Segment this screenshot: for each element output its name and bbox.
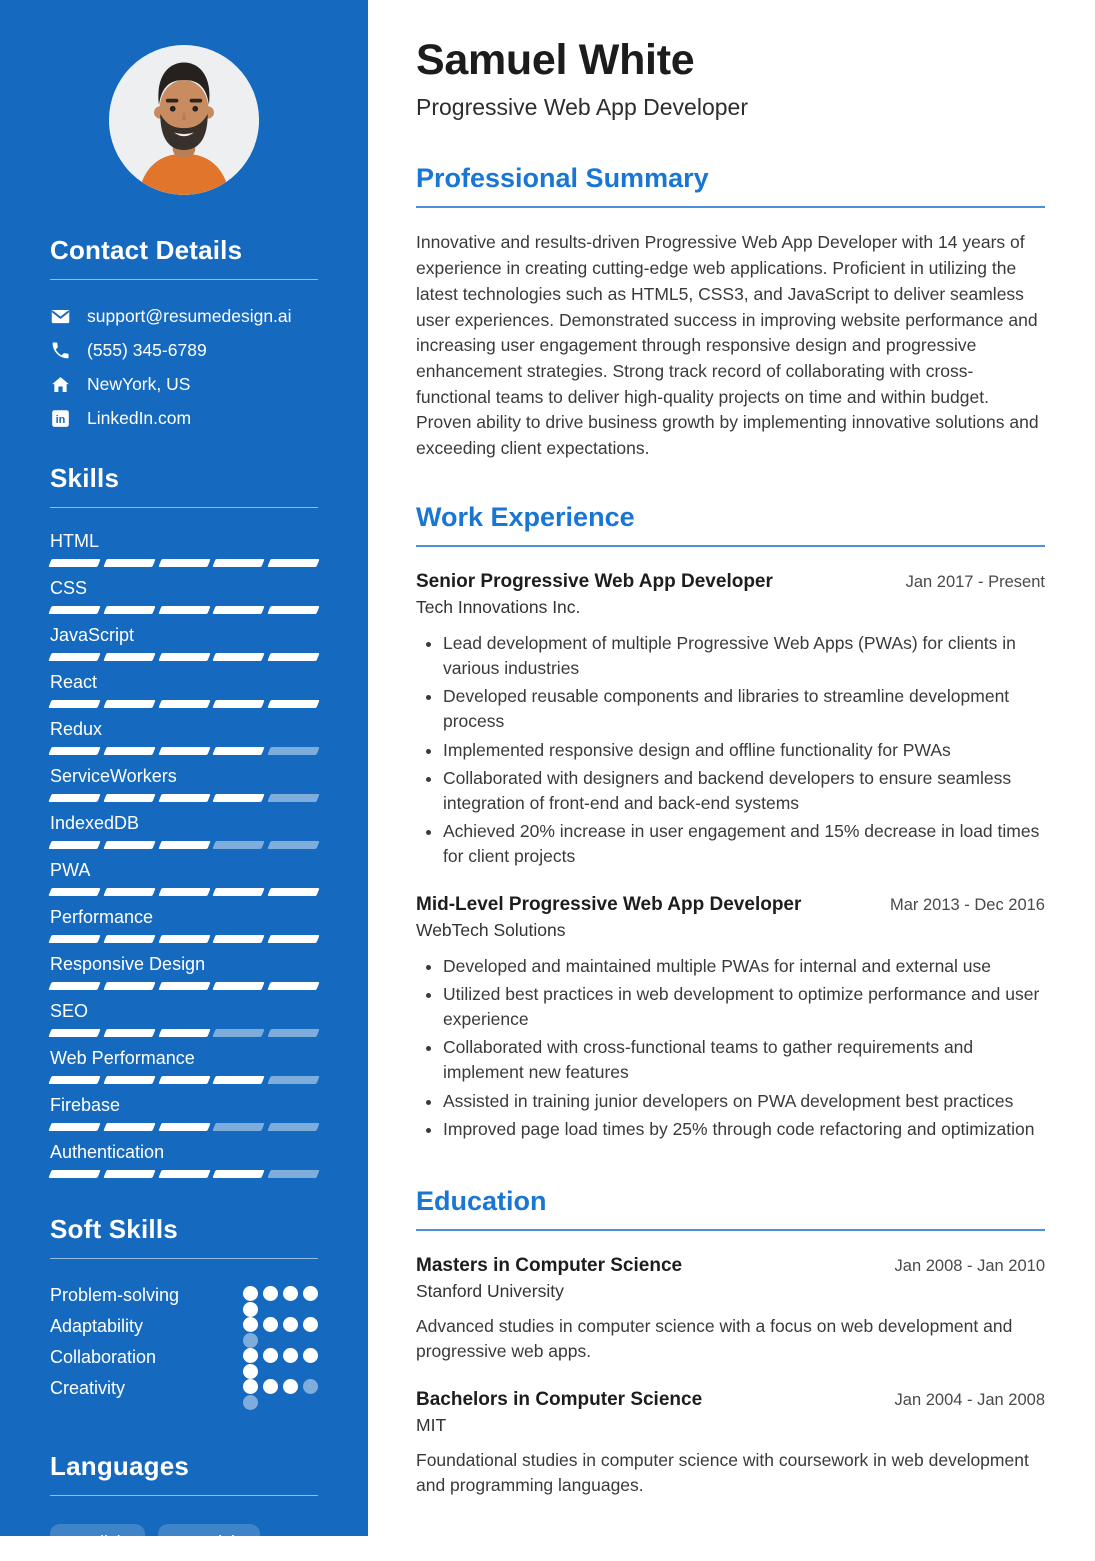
skill-bar-segment [268, 1029, 320, 1037]
rating-dot [243, 1395, 258, 1410]
skill-bar-segment [213, 1029, 265, 1037]
summary-text: Innovative and results-driven Progressive Web App Developer with 14 years of experience in creating cutting-edge web applications. Proficient in utilizing the latest technologies such as HTML5, CSS3, and JavaScript to deliver seamless user experiences. Demonstrated success in improving website performance and increasing user engagement through responsive design and progressive enhancement strategies. Strong track record of collaborating with cross-functional teams to deliver high-quality projects on time and within budget. Proven ability to drive business growth by implementing innovative solutions and exceeding client expectations. [416, 232, 1039, 459]
svg-text:in: in [55, 413, 66, 426]
skill-bar-segment [158, 888, 210, 896]
divider [50, 1258, 318, 1259]
education-header [416, 1255, 1045, 1277]
rating-dot [283, 1286, 298, 1301]
skill-bar-segment [103, 1123, 155, 1131]
resume-header [416, 36, 1045, 121]
job-entry [416, 894, 1045, 1142]
skill-bar-segment [268, 1076, 320, 1084]
skill-bar-segment [103, 1170, 155, 1178]
skill-bar-segment [103, 1076, 155, 1084]
soft-skill-item [50, 1378, 318, 1409]
rating-dot [303, 1348, 318, 1363]
soft-skills-title: Soft Skills [50, 1214, 178, 1244]
skill-bar-segment [158, 794, 210, 802]
skill-bar-segment [213, 653, 265, 661]
skill-bar-segment [103, 982, 155, 990]
contact-item [50, 306, 318, 327]
job-company: WebTech Solutions [416, 919, 566, 940]
summary-section [416, 163, 1045, 461]
home-icon [50, 374, 71, 395]
rating-dot [243, 1333, 258, 1348]
skill-name: Firebase [50, 1095, 121, 1115]
languages-list [50, 1524, 318, 1561]
education-entry [416, 1389, 1045, 1499]
skill-bar-segment [268, 841, 320, 849]
skills-list [50, 531, 318, 1178]
skill-level-bar [50, 606, 318, 614]
skill-bar-segment [268, 559, 320, 567]
skill-bar-segment [48, 888, 100, 896]
contact-section [50, 235, 318, 429]
divider [50, 507, 318, 508]
rating-dot [243, 1364, 258, 1379]
skill-bar-segment [103, 747, 155, 755]
skill-bar-segment [48, 794, 100, 802]
skill-bar-segment [48, 935, 100, 943]
skill-bar-segment [158, 1029, 210, 1037]
skill-bar-segment [103, 559, 155, 567]
job-bullet: • Utilized best practices in web development to optimize performance and user experience [443, 982, 1045, 1032]
skill-level-bar [50, 841, 318, 849]
divider [50, 279, 318, 280]
skill-bar-segment [158, 1123, 210, 1131]
rating-dot [243, 1379, 258, 1394]
rating-dot [243, 1286, 258, 1301]
education-dates: Jan 2004 - Jan 2008 [894, 1390, 1045, 1409]
soft-skill-name: Adaptability [50, 1316, 144, 1336]
skill-name: CSS [50, 578, 88, 598]
skill-name: JavaScript [50, 625, 135, 645]
skill-bar-segment [268, 888, 320, 896]
skill-bar-segment [103, 700, 155, 708]
skill-item [50, 531, 318, 567]
skill-item [50, 1142, 318, 1178]
education-degree: Masters in Computer Science [416, 1254, 683, 1276]
language-pill: English [50, 1524, 145, 1561]
skill-bar-segment [268, 982, 320, 990]
contact-item [50, 340, 318, 361]
skill-bar-segment [103, 606, 155, 614]
soft-skill-item [50, 1316, 318, 1347]
skill-name: IndexedDB [50, 813, 140, 833]
rating-dot [243, 1348, 258, 1363]
education-description: Advanced studies in computer science with a focus on web development and progressive web apps. [416, 1315, 1013, 1362]
education-section [416, 1186, 1045, 1499]
skill-bar-segment [268, 1123, 320, 1131]
contact-item-text: support@resumedesign.ai [87, 306, 292, 326]
skill-bar-segment [103, 794, 155, 802]
soft-skills-list [50, 1285, 318, 1409]
contact-item-text: NewYork, US [87, 374, 191, 394]
rating-dot [303, 1317, 318, 1332]
jobs-list [416, 571, 1045, 1142]
skill-bar-segment [48, 1029, 100, 1037]
job-bullet: • Lead development of multiple Progressive Web Apps (PWAs) for clients in various industries [443, 631, 1045, 681]
skill-bar-segment [213, 747, 265, 755]
skill-level-bar [50, 794, 318, 802]
skill-item [50, 578, 318, 614]
skill-bar-segment [158, 747, 210, 755]
job-dates: Jan 2017 - Present [905, 572, 1045, 591]
skill-bar-segment [268, 794, 320, 802]
skill-level-bar [50, 559, 318, 567]
skill-level-bar [50, 888, 318, 896]
education-entry [416, 1255, 1045, 1365]
skill-bar-segment [103, 1029, 155, 1037]
skill-level-bar [50, 1029, 318, 1037]
job-entry [416, 571, 1045, 870]
skill-name: ServiceWorkers [50, 766, 177, 786]
job-dates: Mar 2013 - Dec 2016 [889, 895, 1045, 914]
skill-item [50, 625, 318, 661]
job-company: Tech Innovations Inc. [416, 596, 581, 617]
skill-level-bar [50, 1123, 318, 1131]
skill-level-bar [50, 982, 318, 990]
education-school: MIT [416, 1414, 447, 1435]
contact-item-text: LinkedIn.com [87, 408, 192, 428]
skill-name: Web Performance [50, 1048, 195, 1068]
skill-bar-segment [48, 700, 100, 708]
rating-dot [263, 1379, 278, 1394]
skill-bar-segment [48, 1123, 100, 1131]
job-bullet: • Achieved 20% increase in user engagement and 15% decrease in load times for client projects [443, 819, 1045, 869]
skill-level-bar [50, 653, 318, 661]
skill-level-bar [50, 1170, 318, 1178]
job-bullet: • Collaborated with cross-functional teams to gather requirements and implement new features [443, 1035, 1045, 1085]
skill-bar-segment [268, 1170, 320, 1178]
job-bullet: • Improved page load times by 25% through code refactoring and optimization [443, 1117, 1045, 1142]
soft-skill-name: Problem-solving [50, 1285, 180, 1305]
skill-bar-segment [213, 700, 265, 708]
skill-bar-segment [103, 935, 155, 943]
education-description: Foundational studies in computer science with coursework in web development and programming languages. [416, 1449, 1029, 1496]
rating-dot [303, 1286, 318, 1301]
rating-dot [263, 1286, 278, 1301]
languages-section [50, 1451, 318, 1561]
skill-bar-segment [48, 747, 100, 755]
skill-name: Redux [50, 719, 103, 739]
skill-level-bar [50, 700, 318, 708]
skill-item [50, 672, 318, 708]
skill-bar-segment [158, 653, 210, 661]
skill-item [50, 1048, 318, 1084]
email-icon [50, 306, 71, 327]
skill-bar-segment [213, 1076, 265, 1084]
rating-dot [243, 1302, 258, 1317]
skill-level-bar [50, 1076, 318, 1084]
profile-photo-illustration [109, 45, 259, 195]
skill-bar-segment [213, 606, 265, 614]
education-dates: Jan 2008 - Jan 2010 [894, 1256, 1045, 1275]
skill-item [50, 954, 318, 990]
rating-dot [283, 1348, 298, 1363]
skill-level-bar [50, 747, 318, 755]
languages-title: Languages [50, 1451, 190, 1481]
contact-title: Contact Details [50, 235, 243, 265]
divider [50, 1495, 318, 1496]
skill-bar-segment [158, 606, 210, 614]
skill-bar-segment [213, 841, 265, 849]
rating-dot [243, 1317, 258, 1332]
rating-dot [303, 1379, 318, 1394]
skill-bar-segment [158, 1170, 210, 1178]
language-pill: Spanish [158, 1524, 259, 1561]
skill-bar-segment [213, 559, 265, 567]
skill-bar-segment [158, 935, 210, 943]
soft-skills-section [50, 1214, 318, 1409]
skill-bar-segment [268, 606, 320, 614]
skill-bar-segment [48, 606, 100, 614]
soft-skill-dots [243, 1379, 318, 1394]
soft-skill-item [50, 1285, 318, 1316]
rating-dot [263, 1317, 278, 1332]
skill-bar-segment [48, 559, 100, 567]
soft-skill-dots [243, 1317, 318, 1332]
summary-title: Professional Summary [416, 163, 1045, 208]
skill-bar-segment [213, 1170, 265, 1178]
skills-title: Skills [50, 463, 120, 493]
rating-dot [263, 1348, 278, 1363]
skill-bar-segment [103, 888, 155, 896]
skill-bar-segment [158, 982, 210, 990]
rating-dot [283, 1317, 298, 1332]
skill-name: HTML [50, 531, 99, 551]
skill-bar-segment [268, 653, 320, 661]
job-header [416, 894, 1045, 916]
work-experience-title: Work Experience [416, 502, 1045, 547]
skill-item [50, 719, 318, 755]
job-bullet: • Developed and maintained multiple PWAs for internal and external use [443, 954, 1045, 979]
job-bullet: • Assisted in training junior developers on PWA development best practices [443, 1089, 1045, 1114]
education-degree: Bachelors in Computer Science [416, 1388, 703, 1410]
skill-bar-segment [48, 1170, 100, 1178]
skill-item [50, 813, 318, 849]
skill-level-bar [50, 935, 318, 943]
skill-bar-segment [48, 982, 100, 990]
soft-skill-name: Creativity [50, 1378, 126, 1398]
job-bullet-list [416, 631, 1045, 870]
contact-item [50, 408, 318, 429]
job-bullet: • Developed reusable components and libraries to streamline development process [443, 684, 1045, 734]
skill-bar-segment [268, 700, 320, 708]
skill-name: Responsive Design [50, 954, 206, 974]
skill-item [50, 907, 318, 943]
phone-icon [50, 340, 71, 361]
education-school: Stanford University [416, 1280, 564, 1301]
job-bullet-list [416, 954, 1045, 1142]
skill-name: SEO [50, 1001, 89, 1021]
sidebar [0, 0, 368, 1552]
skills-section [50, 463, 318, 1178]
rating-dot [283, 1379, 298, 1394]
skill-bar-segment [158, 1076, 210, 1084]
skill-bar-segment [158, 559, 210, 567]
skill-bar-segment [268, 747, 320, 755]
person-name: Samuel White [416, 36, 695, 84]
contact-item-text: (555) 345-6789 [87, 340, 207, 360]
skill-bar-segment [213, 935, 265, 943]
main-content [368, 0, 1095, 1536]
skill-bar-segment [48, 1076, 100, 1084]
skill-bar-segment [213, 1123, 265, 1131]
skill-bar-segment [268, 935, 320, 943]
soft-skill-item [50, 1347, 318, 1378]
soft-skill-dots [243, 1286, 318, 1301]
job-header [416, 571, 1045, 593]
linkedin-icon [50, 408, 71, 429]
skill-bar-segment [103, 841, 155, 849]
skill-bar-segment [48, 653, 100, 661]
education-header [416, 1389, 1045, 1411]
avatar [109, 45, 259, 195]
contact-list [50, 306, 318, 429]
skill-name: Performance [50, 907, 154, 927]
skill-bar-segment [48, 841, 100, 849]
education-list [416, 1255, 1045, 1499]
skill-bar-segment [213, 794, 265, 802]
contact-item [50, 374, 318, 395]
skill-bar-segment [103, 653, 155, 661]
skill-item [50, 1095, 318, 1131]
skill-bar-segment [213, 888, 265, 896]
soft-skill-name: Collaboration [50, 1347, 157, 1367]
skill-bar-segment [158, 841, 210, 849]
skill-bar-segment [213, 982, 265, 990]
skill-name: PWA [50, 860, 91, 880]
work-experience-section [416, 502, 1045, 1142]
job-bullet: • Implemented responsive design and offline functionality for PWAs [443, 738, 1045, 763]
job-bullet: • Collaborated with designers and backend developers to ensure seamless integration of front-end and back-end systems [443, 766, 1045, 816]
skill-item [50, 1001, 318, 1037]
soft-skill-dots [243, 1348, 318, 1363]
skill-item [50, 860, 318, 896]
skill-name: React [50, 672, 98, 692]
job-role: Mid-Level Progressive Web App Developer [416, 893, 802, 915]
skill-name: Authentication [50, 1142, 165, 1162]
skill-bar-segment [158, 700, 210, 708]
skill-item [50, 766, 318, 802]
education-title: Education [416, 1186, 1045, 1231]
person-role: Progressive Web App Developer [416, 94, 748, 121]
job-role: Senior Progressive Web App Developer [416, 570, 773, 592]
